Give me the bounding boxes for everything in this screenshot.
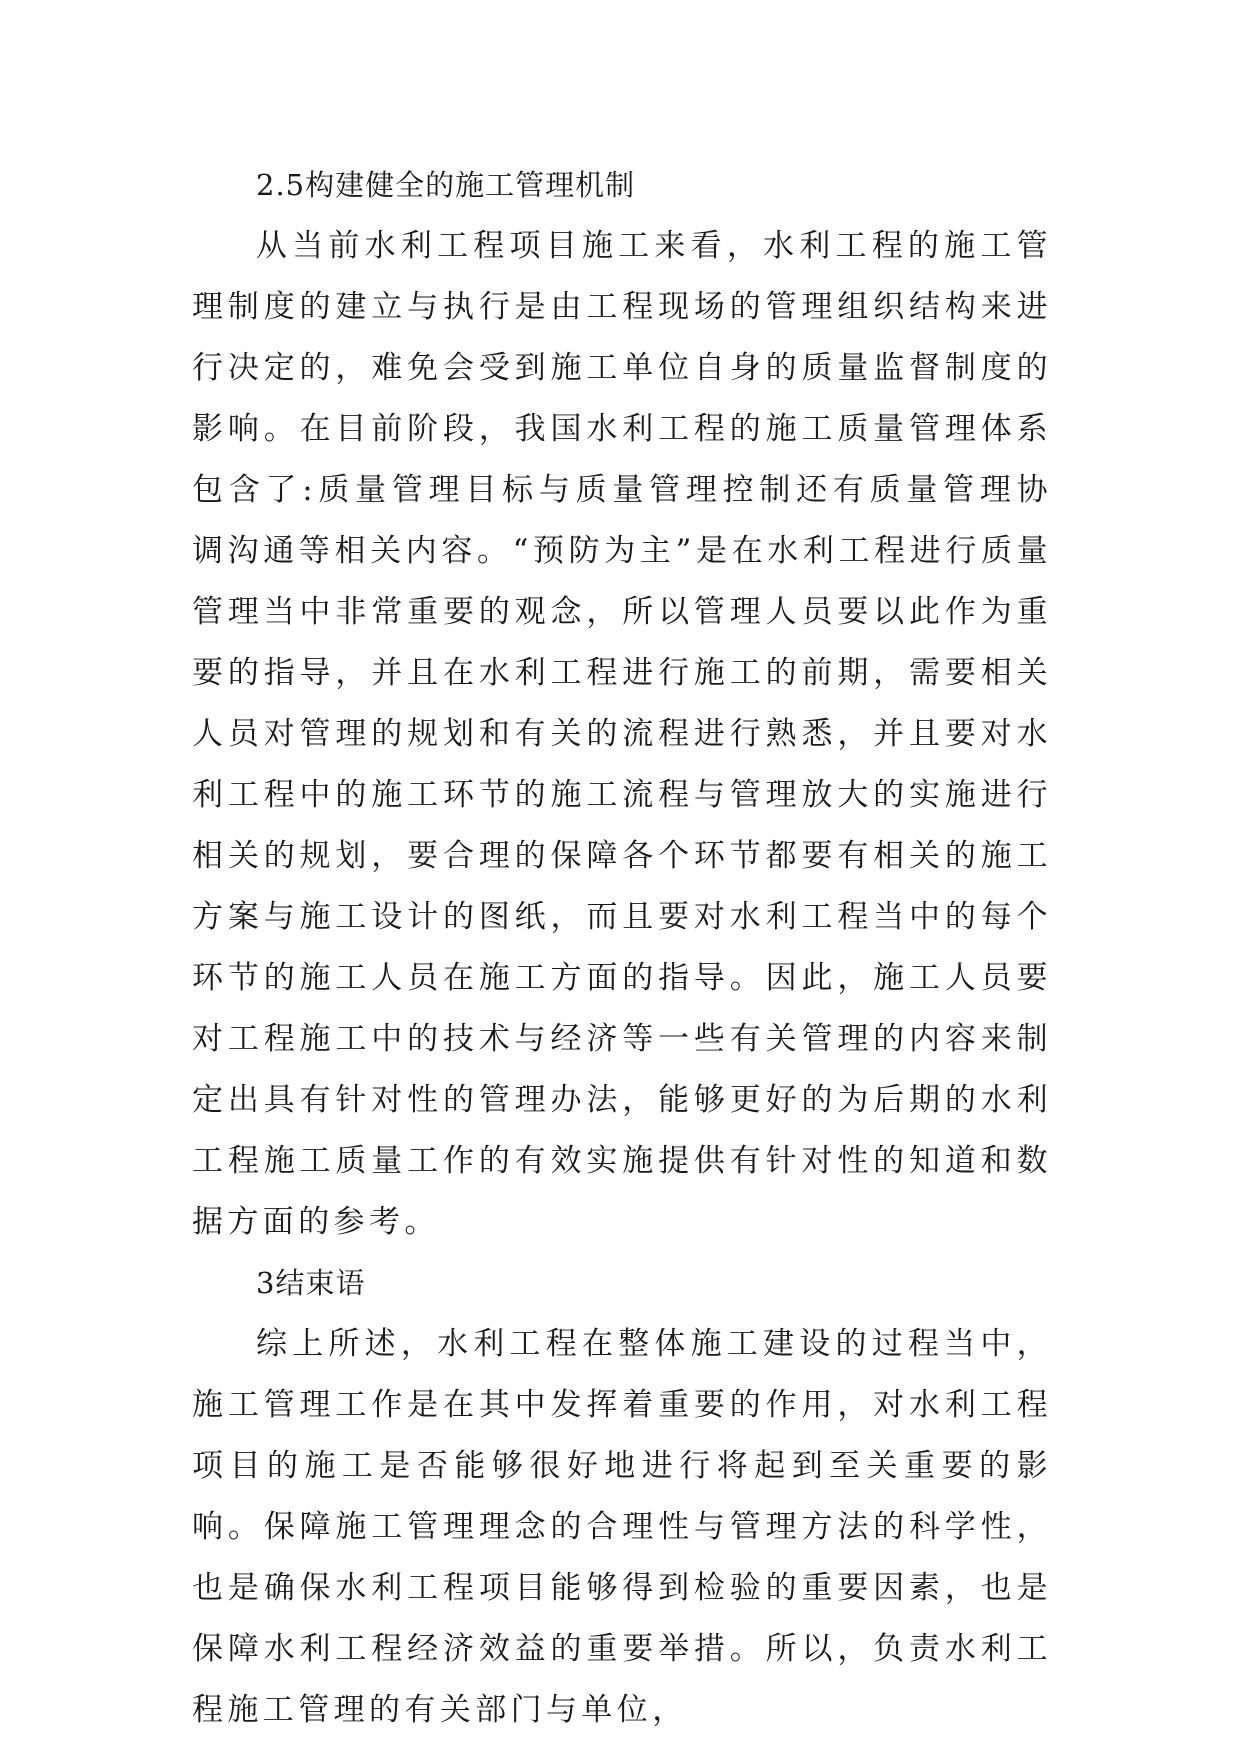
body-paragraph-conclusion: 综上所述，水利工程在整体施工建设的过程当中，施工管理工作是在其中发挥着重要的作用，对水利工程项目的施工是否能够很好地进行将起到至关重要的影响。保障施工管理理念的合理性与管理方法的科学性，也是确保水利工程项目能够得到检验的重要因素，也是保障水利工程经济效益的重要举措。所以，负责水利工程施工管理的有关部门与单位， [192,1326,1052,1728]
body-paragraph-construction-management: 从当前水利工程项目施工来看，水利工程的施工管理制度的建立与执行是由工程现场的管理组织结构来进行决定的，难免会受到施工单位自身的质量监督制度的影响。在目前阶段，我国水利工程的施工质量管理体系包含了:质量管理目标与质量管理控制还有质量管理协调沟通等相关内容。“预防为主”是在水利工程进行质量管理当中非常重要的观念，所以管理人员要以此作为重要的指导，并且在水利工程进行施工的前期，需要相关人员对管理的规划和有关的流程进行熟悉，并且要对水利工程中的施工环节的施工流程与管理放大的实施进行相关的规划，要合理的保障各个环节都要有相关的施工方案与施工设计的图纸，而且要对水利工程当中的每个环节的施工人员在施工方面的指导。因此，施工人员要对工程施工中的技术与经济等一些有关管理的内容来制定出具有针对性的管理办法，能够更好的为后期的水利工程施工质量工作的有效实施提供有针对性的知道和数据方面的参考。 [192,228,1052,1240]
section-heading-3-conclusion: 3结束语 [256,1266,366,1300]
section-heading-2-5: 2.5构建健全的施工管理机制 [256,168,636,202]
document-page [192,155,1052,1741]
